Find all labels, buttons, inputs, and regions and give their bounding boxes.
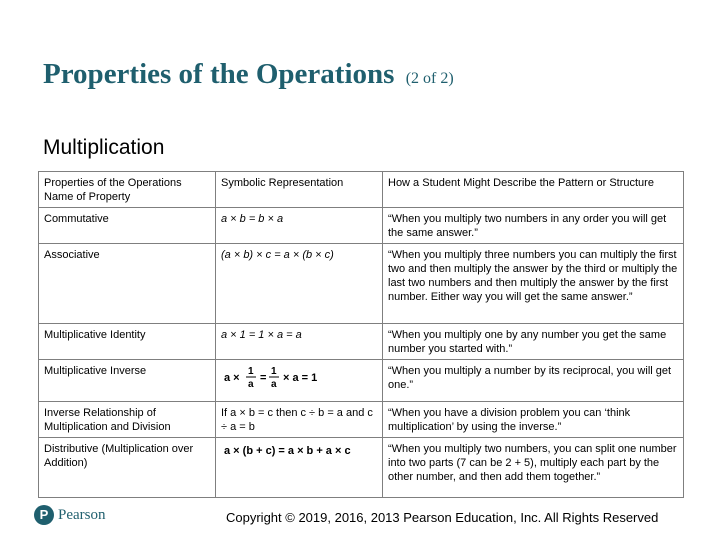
symbolic-representation: a × b = b × a — [216, 208, 383, 244]
student-description: “When you have a division problem you can ‘think multiplication’ by using the inverse.” — [383, 402, 684, 438]
table-row — [39, 208, 684, 244]
distributive-formula — [221, 442, 371, 462]
header-cell-description: How a Student Might Describe the Pattern or Structure — [383, 172, 684, 208]
svg-text:a: a — [271, 379, 277, 390]
svg-text:=: = — [260, 372, 267, 384]
property-name: Inverse Relationship of Multiplication and Division — [39, 402, 216, 438]
page-title-sub: (2 of 2) — [405, 70, 454, 87]
multiplicative-inverse-formula — [221, 364, 321, 390]
page-title-main: Properties of the Operations — [43, 58, 395, 90]
property-name: Commutative — [39, 208, 216, 244]
student-description: “When you multiply one by any number you get the same number you started with.” — [383, 324, 684, 360]
svg-text:a × (b + c) = a × b + a × c: a × (b + c) = a × b + a × c — [224, 445, 351, 457]
pearson-wordmark: Pearson — [58, 506, 106, 523]
svg-text:1: 1 — [248, 366, 254, 377]
student-description: “When you multiply three numbers you can multiply the first two and then multiply the answer by the third or multiply the last two numbers and then multiply the answer by the first number. Either way you will get the same answer.” — [383, 244, 684, 324]
property-name: Multiplicative Identity — [39, 324, 216, 360]
header-cell-symbolic: Symbolic Representation — [216, 172, 383, 208]
student-description: “When you multiply two numbers, you can split one number into two parts (7 can be 2 + 5), multiply each part by the other number, and then add them together.” — [383, 438, 684, 498]
property-name: Associative — [39, 244, 216, 324]
property-name: Multiplicative Inverse — [39, 360, 216, 402]
symbolic-representation — [216, 438, 383, 498]
svg-text:a: a — [248, 379, 254, 390]
symbolic-representation — [216, 360, 383, 402]
property-name: Distributive (Multiplication over Addition) — [39, 438, 216, 498]
svg-text:1: 1 — [271, 366, 277, 377]
section-heading: Multiplication — [43, 136, 165, 159]
properties-table — [38, 171, 684, 498]
table-row — [39, 402, 684, 438]
table-row — [39, 324, 684, 360]
page-title — [43, 58, 454, 91]
table-row — [39, 438, 684, 498]
table-row — [39, 244, 684, 324]
copyright-notice: Copyright © 2019, 2016, 2013 Pearson Education, Inc. All Rights Reserved — [226, 510, 659, 525]
pearson-logo-icon: P — [34, 505, 54, 525]
table-header-row — [39, 172, 684, 208]
symbolic-representation: a × 1 = 1 × a = a — [216, 324, 383, 360]
student-description: “When you multiply two numbers in any order you will get the same answer.” — [383, 208, 684, 244]
symbolic-representation: If a × b = c then c ÷ b = a and c ÷ a = b — [216, 402, 383, 438]
symbolic-representation: (a × b) × c = a × (b × c) — [216, 244, 383, 324]
svg-text:a ×: a × — [224, 372, 240, 384]
svg-text:× a = 1: × a = 1 — [283, 372, 318, 384]
header-cell-name: Properties of the Operations Name of Property — [39, 172, 216, 208]
student-description: “When you multiply a number by its reciprocal, you will get one.” — [383, 360, 684, 402]
table-row — [39, 360, 684, 402]
pearson-logo — [34, 505, 106, 525]
